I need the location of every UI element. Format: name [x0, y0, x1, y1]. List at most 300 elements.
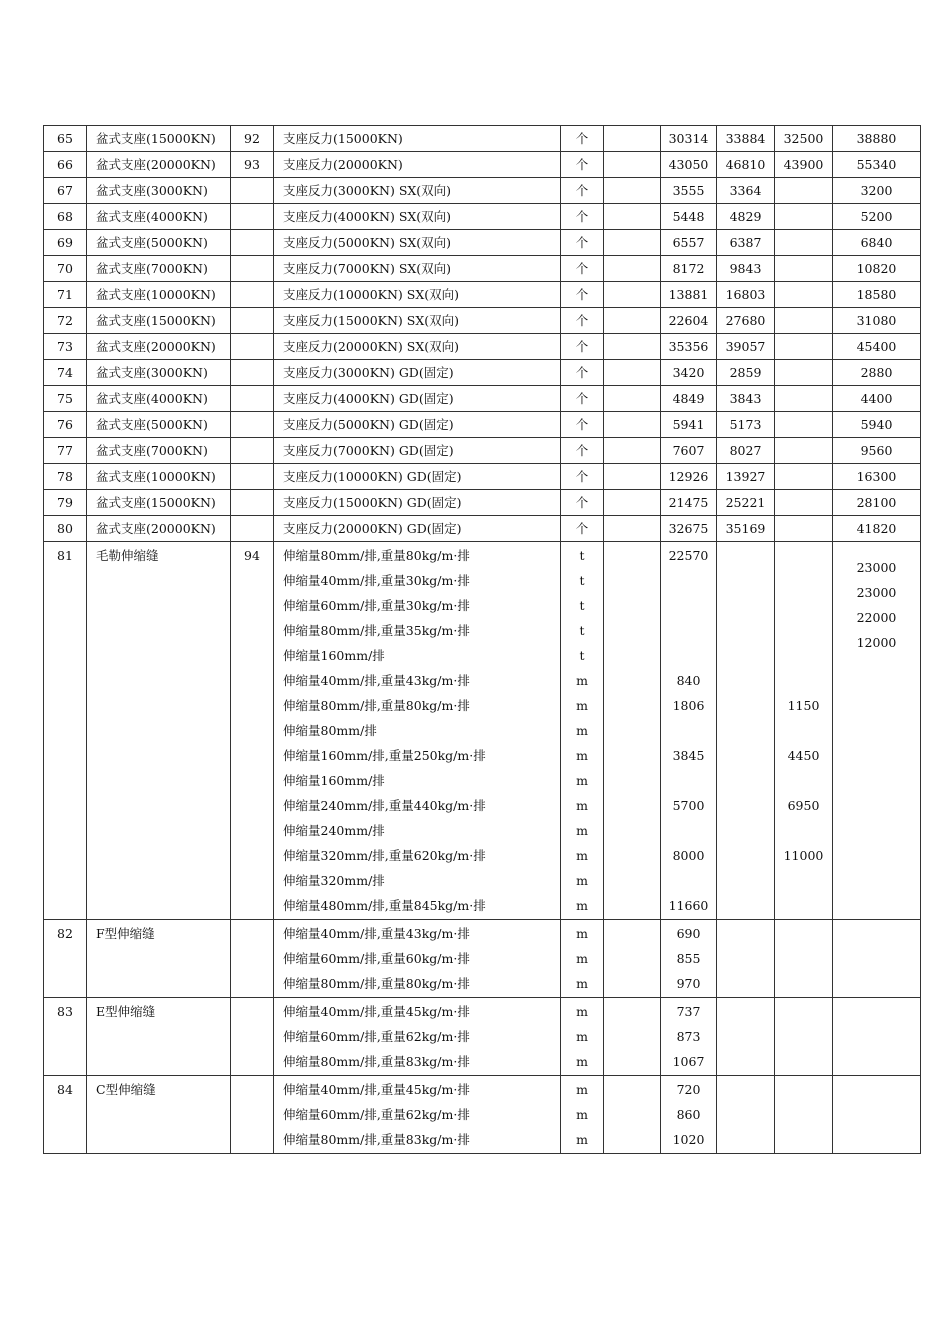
- empty-cell: [604, 360, 661, 386]
- price-table: [43, 125, 921, 1154]
- empty-cell: [604, 920, 661, 998]
- table-row: [44, 438, 921, 464]
- item-unit-line: m: [576, 976, 588, 991]
- row-number: 83: [44, 998, 87, 1076]
- price-3: [775, 282, 833, 308]
- price-1: 22604: [661, 308, 717, 334]
- item-code: [231, 1076, 274, 1154]
- price-1-line: 5700: [672, 798, 705, 813]
- item-unit-line: m: [576, 723, 588, 738]
- empty-cell: [604, 126, 661, 152]
- item-name: 盆式支座(20000KN): [87, 152, 231, 178]
- price-4: 55340: [833, 152, 921, 178]
- price-1: 43050: [661, 152, 717, 178]
- table-row: [44, 334, 921, 360]
- item-unit-line: m: [576, 798, 588, 813]
- item-unit-line: m: [576, 1054, 588, 1069]
- item-name: 盆式支座(5000KN): [87, 412, 231, 438]
- table-row: [44, 178, 921, 204]
- price-3: 32500: [775, 126, 833, 152]
- item-unit-line: m: [576, 873, 588, 888]
- item-unit: 个: [561, 438, 604, 464]
- item-code: [231, 920, 274, 998]
- item-unit-line: m: [576, 1132, 588, 1147]
- table-row: [44, 282, 921, 308]
- item-code: [231, 178, 274, 204]
- item-spec: 支座反力(20000KN) GD(固定): [274, 516, 561, 542]
- price-1-line: [661, 768, 716, 793]
- price-1-line: [661, 868, 716, 893]
- row-number: 66: [44, 152, 87, 178]
- price-1: 4849: [661, 386, 717, 412]
- table-row: [44, 542, 921, 920]
- item-spec: [274, 542, 561, 920]
- item-unit: [561, 542, 604, 920]
- item-unit: 个: [561, 308, 604, 334]
- table-row: [44, 230, 921, 256]
- price-4: [833, 998, 921, 1076]
- price-2: 8027: [717, 438, 775, 464]
- price-2: 3843: [717, 386, 775, 412]
- price-3: [775, 438, 833, 464]
- item-code: [231, 308, 274, 334]
- item-spec: 支座反力(3000KN) GD(固定): [274, 360, 561, 386]
- item-code: 93: [231, 152, 274, 178]
- item-name: 盆式支座(5000KN): [87, 230, 231, 256]
- row-number: 78: [44, 464, 87, 490]
- item-unit-line: m: [576, 848, 588, 863]
- item-spec-line: 伸缩量80mm/排: [283, 723, 377, 738]
- item-unit-line: t: [579, 548, 585, 563]
- price-1-line: 720: [676, 1082, 701, 1097]
- price-3: [775, 386, 833, 412]
- price-4: 9560: [833, 438, 921, 464]
- price-1-line: [661, 818, 716, 843]
- price-2: 2859: [717, 360, 775, 386]
- table-row: [44, 204, 921, 230]
- empty-cell: [604, 438, 661, 464]
- item-unit: 个: [561, 126, 604, 152]
- item-spec-line: 伸缩量160mm/排: [283, 648, 385, 663]
- item-spec: 支座反力(15000KN) GD(固定): [274, 490, 561, 516]
- item-unit: 个: [561, 490, 604, 516]
- price-4: 2880: [833, 360, 921, 386]
- item-spec-line: 伸缩量40mm/排,重量45kg/m·排: [283, 1004, 470, 1019]
- item-unit: 个: [561, 412, 604, 438]
- item-spec-line: 伸缩量80mm/排,重量80kg/m·排: [283, 976, 470, 991]
- item-name: 盆式支座(20000KN): [87, 516, 231, 542]
- item-spec: 支座反力(4000KN) SX(双向): [274, 204, 561, 230]
- price-1: 30314: [661, 126, 717, 152]
- price-3: 43900: [775, 152, 833, 178]
- row-number: 71: [44, 282, 87, 308]
- price-4: 16300: [833, 464, 921, 490]
- item-unit: 个: [561, 360, 604, 386]
- item-spec-line: 伸缩量160mm/排,重量250kg/m·排: [283, 748, 486, 763]
- item-spec: 支座反力(7000KN) GD(固定): [274, 438, 561, 464]
- empty-cell: [604, 1076, 661, 1154]
- price-3: [775, 178, 833, 204]
- row-number: 73: [44, 334, 87, 360]
- price-3: [775, 334, 833, 360]
- row-number: 80: [44, 516, 87, 542]
- price-3-line: 4450: [787, 748, 820, 763]
- price-1: 8172: [661, 256, 717, 282]
- item-spec: 支座反力(5000KN) SX(双向): [274, 230, 561, 256]
- item-code: [231, 204, 274, 230]
- empty-cell: [604, 256, 661, 282]
- row-number: 82: [44, 920, 87, 998]
- item-spec-line: 伸缩量240mm/排: [283, 823, 385, 838]
- price-1-line: 22570: [668, 548, 709, 563]
- item-unit-line: m: [576, 673, 588, 688]
- price-1: [661, 920, 717, 998]
- item-unit-line: m: [576, 926, 588, 941]
- item-name: 盆式支座(10000KN): [87, 464, 231, 490]
- price-1: 35356: [661, 334, 717, 360]
- price-1-line: [661, 568, 716, 593]
- item-name: 盆式支座(10000KN): [87, 282, 231, 308]
- item-spec-line: 伸缩量80mm/排,重量35kg/m·排: [283, 623, 470, 638]
- table-row: [44, 490, 921, 516]
- price-4-line: 22000: [856, 610, 897, 625]
- item-unit: 个: [561, 516, 604, 542]
- price-1: 13881: [661, 282, 717, 308]
- item-spec-line: 伸缩量40mm/排,重量43kg/m·排: [283, 926, 470, 941]
- price-1: [661, 1076, 717, 1154]
- price-4: [833, 1076, 921, 1154]
- row-number: 79: [44, 490, 87, 516]
- item-spec-line: 伸缩量80mm/排,重量80kg/m·排: [283, 548, 470, 563]
- price-3: [775, 230, 833, 256]
- item-unit: 个: [561, 256, 604, 282]
- item-unit-line: m: [576, 823, 588, 838]
- item-code: [231, 282, 274, 308]
- item-spec: 支座反力(10000KN) SX(双向): [274, 282, 561, 308]
- price-3: [775, 1076, 833, 1154]
- table-body: [44, 126, 921, 1154]
- price-3: [775, 308, 833, 334]
- item-spec: 支座反力(5000KN) GD(固定): [274, 412, 561, 438]
- item-spec-line: 伸缩量60mm/排,重量60kg/m·排: [283, 951, 470, 966]
- item-name: 盆式支座(3000KN): [87, 178, 231, 204]
- price-1: 12926: [661, 464, 717, 490]
- item-spec-line: 伸缩量240mm/排,重量440kg/m·排: [283, 798, 486, 813]
- price-3: [775, 490, 833, 516]
- row-number: 69: [44, 230, 87, 256]
- price-1-line: 8000: [672, 848, 705, 863]
- price-3: [775, 542, 833, 920]
- price-4: 3200: [833, 178, 921, 204]
- item-unit: [561, 998, 604, 1076]
- item-name: 毛勒伸缩缝: [87, 542, 231, 920]
- price-2: 25221: [717, 490, 775, 516]
- price-1-line: 3845: [672, 748, 705, 763]
- table-row: [44, 360, 921, 386]
- item-name: 盆式支座(3000KN): [87, 360, 231, 386]
- price-3-line: 1150: [787, 698, 820, 713]
- price-1: 5448: [661, 204, 717, 230]
- price-2: 13927: [717, 464, 775, 490]
- item-unit-line: t: [579, 598, 585, 613]
- price-4: [833, 920, 921, 998]
- price-1: [661, 998, 717, 1076]
- empty-cell: [604, 998, 661, 1076]
- price-1-line: 11660: [668, 898, 709, 913]
- price-1-line: 1806: [672, 698, 705, 713]
- item-spec-line: 伸缩量40mm/排,重量30kg/m·排: [283, 573, 470, 588]
- price-1-line: 873: [676, 1029, 701, 1044]
- item-code: [231, 334, 274, 360]
- price-4: 31080: [833, 308, 921, 334]
- price-1-line: 970: [676, 976, 701, 991]
- row-number: 76: [44, 412, 87, 438]
- item-unit-line: t: [579, 623, 585, 638]
- item-name: 盆式支座(4000KN): [87, 204, 231, 230]
- table-row: [44, 152, 921, 178]
- item-unit-line: m: [576, 951, 588, 966]
- empty-cell: [604, 308, 661, 334]
- item-unit: [561, 920, 604, 998]
- item-code: [231, 360, 274, 386]
- price-1-line: 737: [676, 1004, 701, 1019]
- item-unit-line: m: [576, 748, 588, 763]
- price-2: 16803: [717, 282, 775, 308]
- empty-cell: [604, 386, 661, 412]
- item-spec: 支座反力(15000KN): [274, 126, 561, 152]
- item-spec-line: 伸缩量160mm/排: [283, 773, 385, 788]
- price-4-line: 12000: [856, 635, 897, 650]
- item-code: [231, 998, 274, 1076]
- price-3: [775, 204, 833, 230]
- price-4: [833, 542, 921, 920]
- empty-cell: [604, 334, 661, 360]
- item-unit: 个: [561, 386, 604, 412]
- price-4-line: 23000: [856, 560, 897, 575]
- empty-cell: [604, 230, 661, 256]
- empty-cell: [604, 178, 661, 204]
- price-2: 5173: [717, 412, 775, 438]
- item-name: 盆式支座(7000KN): [87, 438, 231, 464]
- price-1: 3555: [661, 178, 717, 204]
- item-spec-line: 伸缩量60mm/排,重量62kg/m·排: [283, 1029, 470, 1044]
- item-unit: [561, 1076, 604, 1154]
- price-3: [775, 256, 833, 282]
- item-code: [231, 386, 274, 412]
- table-row: [44, 256, 921, 282]
- price-4: 38880: [833, 126, 921, 152]
- item-spec: 支座反力(20000KN): [274, 152, 561, 178]
- row-number: 75: [44, 386, 87, 412]
- item-code: [231, 230, 274, 256]
- item-unit-line: m: [576, 1082, 588, 1097]
- row-number: 77: [44, 438, 87, 464]
- item-unit: 个: [561, 282, 604, 308]
- table-row: [44, 386, 921, 412]
- empty-cell: [604, 282, 661, 308]
- item-name: 盆式支座(15000KN): [87, 490, 231, 516]
- item-unit: 个: [561, 152, 604, 178]
- price-1-line: [661, 593, 716, 618]
- item-spec: 支座反力(20000KN) SX(双向): [274, 334, 561, 360]
- price-1: [661, 542, 717, 920]
- item-code: [231, 256, 274, 282]
- item-name: 盆式支座(4000KN): [87, 386, 231, 412]
- item-spec-line: 伸缩量40mm/排,重量43kg/m·排: [283, 673, 470, 688]
- item-name: 盆式支座(15000KN): [87, 308, 231, 334]
- price-1-line: 855: [676, 951, 701, 966]
- table-row: [44, 920, 921, 998]
- row-number: 81: [44, 542, 87, 920]
- price-1: 32675: [661, 516, 717, 542]
- item-unit-line: t: [579, 648, 585, 663]
- item-unit: 个: [561, 464, 604, 490]
- item-unit: 个: [561, 178, 604, 204]
- empty-cell: [604, 516, 661, 542]
- empty-cell: [604, 542, 661, 920]
- price-2: 35169: [717, 516, 775, 542]
- item-code: 92: [231, 126, 274, 152]
- price-1-line: 690: [676, 926, 701, 941]
- row-number: 74: [44, 360, 87, 386]
- price-3-line: 11000: [783, 848, 824, 863]
- item-name: 盆式支座(20000KN): [87, 334, 231, 360]
- item-name: E型伸缩缝: [87, 998, 231, 1076]
- table-row: [44, 308, 921, 334]
- price-3: [775, 920, 833, 998]
- price-3: [775, 360, 833, 386]
- price-4: 45400: [833, 334, 921, 360]
- item-spec: 支座反力(4000KN) GD(固定): [274, 386, 561, 412]
- item-unit-line: t: [579, 573, 585, 588]
- row-number: 72: [44, 308, 87, 334]
- table-row: [44, 1076, 921, 1154]
- price-1-line: 840: [676, 673, 701, 688]
- table-row: [44, 412, 921, 438]
- item-name: F型伸缩缝: [87, 920, 231, 998]
- item-spec-line: 伸缩量80mm/排,重量83kg/m·排: [283, 1054, 470, 1069]
- price-3-line: 6950: [787, 798, 820, 813]
- price-2: [717, 998, 775, 1076]
- row-number: 68: [44, 204, 87, 230]
- empty-cell: [604, 204, 661, 230]
- price-4-line: 23000: [856, 585, 897, 600]
- item-unit: 个: [561, 204, 604, 230]
- row-number: 84: [44, 1076, 87, 1154]
- price-2: 33884: [717, 126, 775, 152]
- item-code: [231, 464, 274, 490]
- table-row: [44, 126, 921, 152]
- price-1: 21475: [661, 490, 717, 516]
- item-code: [231, 516, 274, 542]
- empty-cell: [604, 152, 661, 178]
- price-2: [717, 1076, 775, 1154]
- price-3: [775, 516, 833, 542]
- item-name: 盆式支座(15000KN): [87, 126, 231, 152]
- item-unit: 个: [561, 334, 604, 360]
- price-2: 27680: [717, 308, 775, 334]
- item-spec-line: 伸缩量60mm/排,重量30kg/m·排: [283, 598, 470, 613]
- table-row: [44, 998, 921, 1076]
- price-1-line: [661, 718, 716, 743]
- price-1-line: [661, 618, 716, 643]
- price-1-line: [661, 643, 716, 668]
- price-2: 9843: [717, 256, 775, 282]
- empty-cell: [604, 464, 661, 490]
- item-unit-line: m: [576, 1004, 588, 1019]
- empty-cell: [604, 412, 661, 438]
- price-1: 7607: [661, 438, 717, 464]
- item-spec-line: 伸缩量60mm/排,重量62kg/m·排: [283, 1107, 470, 1122]
- empty-cell: [604, 490, 661, 516]
- price-2: [717, 920, 775, 998]
- price-3: [775, 998, 833, 1076]
- price-2: 4829: [717, 204, 775, 230]
- item-unit: 个: [561, 230, 604, 256]
- item-spec: 支座反力(15000KN) SX(双向): [274, 308, 561, 334]
- row-number: 70: [44, 256, 87, 282]
- table-row: [44, 464, 921, 490]
- row-number: 67: [44, 178, 87, 204]
- price-1: 5941: [661, 412, 717, 438]
- item-spec-line: 伸缩量320mm/排,重量620kg/m·排: [283, 848, 486, 863]
- item-spec-line: 伸缩量40mm/排,重量45kg/m·排: [283, 1082, 470, 1097]
- item-spec: [274, 998, 561, 1076]
- item-spec-line: 伸缩量80mm/排,重量80kg/m·排: [283, 698, 470, 713]
- item-unit-line: m: [576, 898, 588, 913]
- item-spec: 支座反力(3000KN) SX(双向): [274, 178, 561, 204]
- item-name: C型伸缩缝: [87, 1076, 231, 1154]
- price-2: 46810: [717, 152, 775, 178]
- price-4: 6840: [833, 230, 921, 256]
- item-spec-line: 伸缩量80mm/排,重量83kg/m·排: [283, 1132, 470, 1147]
- price-1-line: 1067: [672, 1054, 705, 1069]
- item-name: 盆式支座(7000KN): [87, 256, 231, 282]
- price-4: 41820: [833, 516, 921, 542]
- item-code: [231, 412, 274, 438]
- price-4: 5200: [833, 204, 921, 230]
- item-unit-line: m: [576, 1029, 588, 1044]
- price-4: 5940: [833, 412, 921, 438]
- table-row: [44, 516, 921, 542]
- price-2: 6387: [717, 230, 775, 256]
- item-spec-line: 伸缩量480mm/排,重量845kg/m·排: [283, 898, 486, 913]
- item-code: 94: [231, 542, 274, 920]
- price-3: [775, 412, 833, 438]
- price-2: 39057: [717, 334, 775, 360]
- price-4: 28100: [833, 490, 921, 516]
- item-code: [231, 490, 274, 516]
- price-4: 4400: [833, 386, 921, 412]
- price-2: 3364: [717, 178, 775, 204]
- row-number: 65: [44, 126, 87, 152]
- item-spec-line: 伸缩量320mm/排: [283, 873, 385, 888]
- price-1: 6557: [661, 230, 717, 256]
- item-spec: 支座反力(7000KN) SX(双向): [274, 256, 561, 282]
- price-3: [775, 464, 833, 490]
- item-unit-line: m: [576, 698, 588, 713]
- price-4: 18580: [833, 282, 921, 308]
- price-4: 10820: [833, 256, 921, 282]
- item-spec: 支座反力(10000KN) GD(固定): [274, 464, 561, 490]
- item-unit-line: m: [576, 773, 588, 788]
- price-1-line: 1020: [672, 1132, 705, 1147]
- price-1: 3420: [661, 360, 717, 386]
- price-1-line: 860: [676, 1107, 701, 1122]
- item-spec: [274, 1076, 561, 1154]
- item-unit-line: m: [576, 1107, 588, 1122]
- price-2: [717, 542, 775, 920]
